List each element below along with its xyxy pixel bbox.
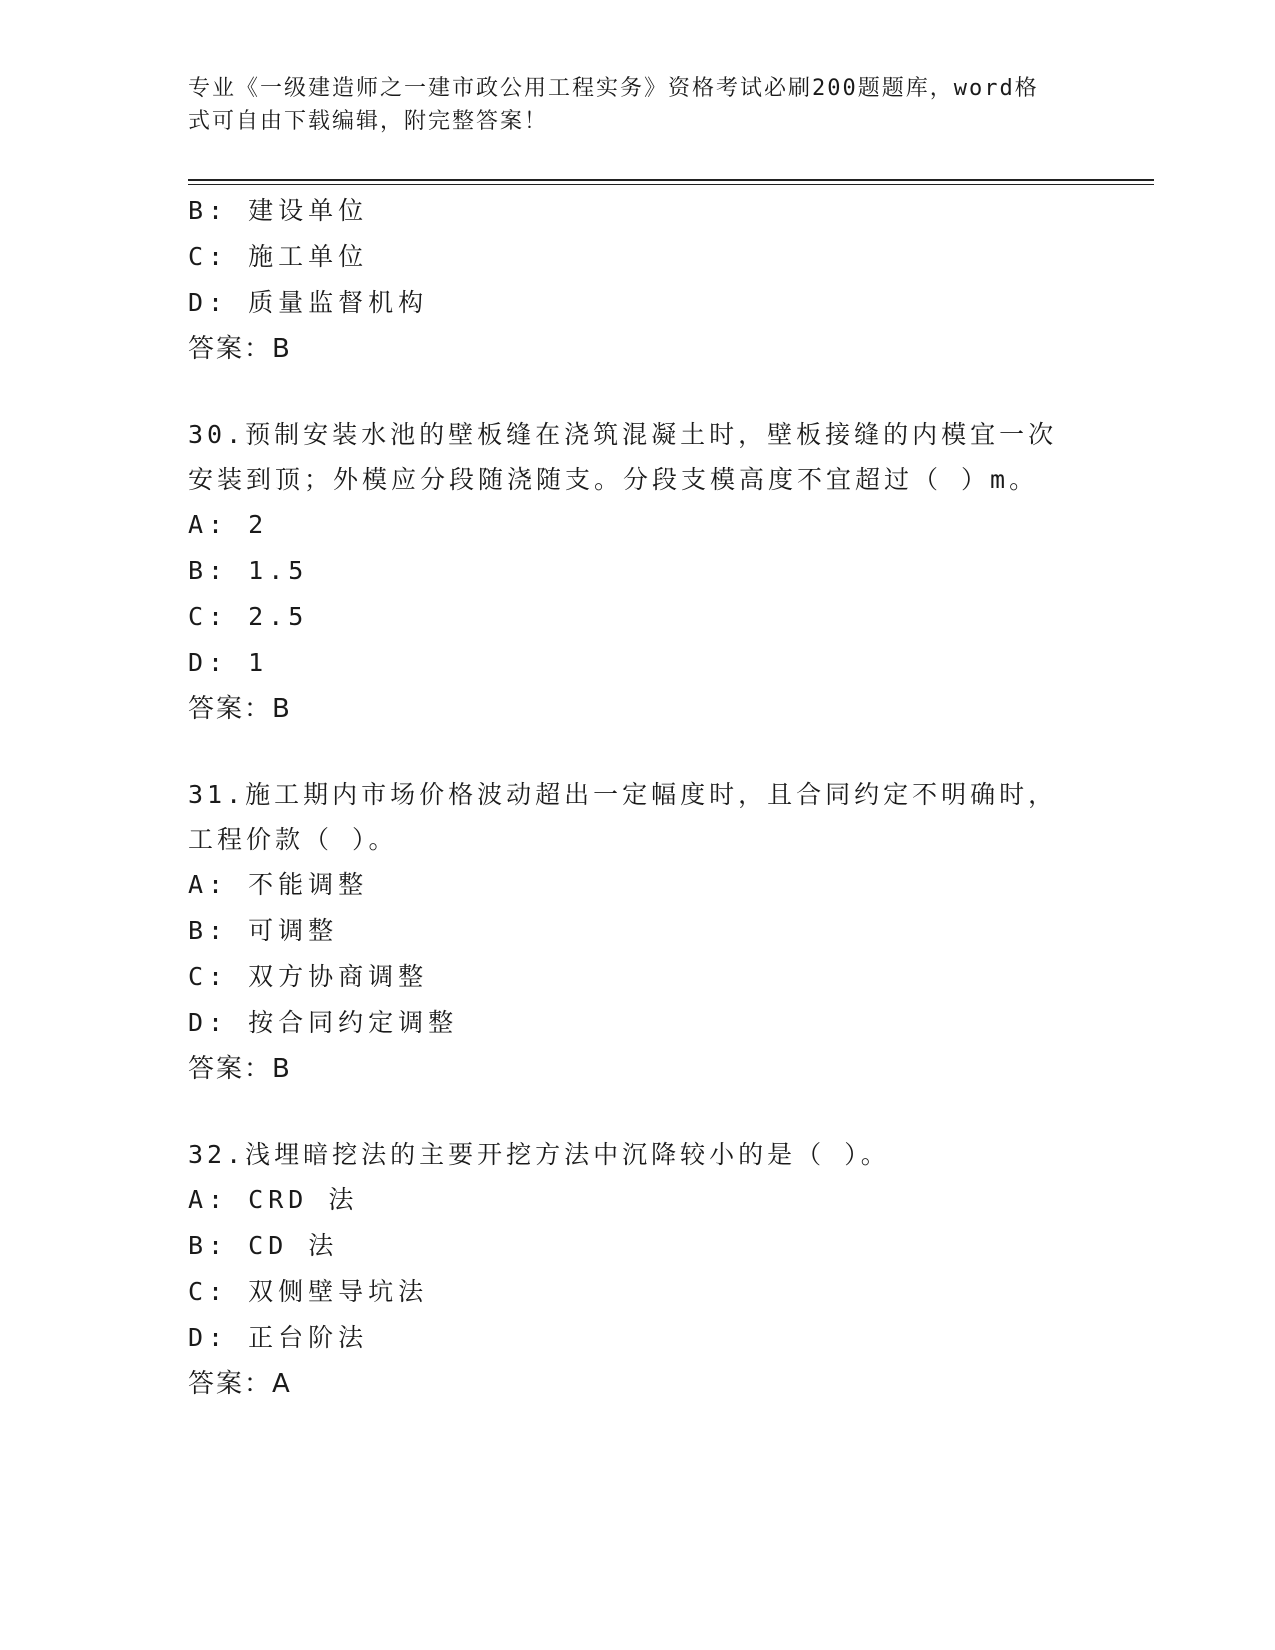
- option-c: C: 2.5: [188, 602, 309, 631]
- question-text: 30.预制安装水池的壁板缝在浇筑混凝土时，壁板接缝的内模宜一次安装到顶；外模应分段随浇随支。分段支模高度不宜超过（ ）m。: [188, 420, 1058, 494]
- option-b: B: CD 法: [188, 1231, 339, 1260]
- question-list: [188, 188, 1088, 1407]
- question-text: 32.浅埋暗挖法的主要开挖方法中沉降较小的是（ ）。: [188, 1140, 890, 1169]
- option-c: C: 施工单位: [188, 242, 369, 271]
- option-c: C: 双方协商调整: [188, 962, 429, 991]
- option-b: B: 建设单位: [188, 196, 369, 225]
- option-a: A: 2: [188, 510, 269, 539]
- answer: 答案：B: [188, 334, 292, 364]
- option-d: D: 正台阶法: [188, 1323, 369, 1352]
- answer: 答案：B: [188, 1054, 292, 1084]
- option-d: D: 质量监督机构: [188, 288, 429, 317]
- option-b: B: 1.5: [188, 556, 309, 585]
- document-header: [188, 72, 1068, 138]
- option-a: A: 不能调整: [188, 870, 369, 899]
- header-divider-thick: [188, 179, 1154, 181]
- question-30: [188, 412, 1088, 732]
- question-text: 31.施工期内市场价格波动超出一定幅度时，且合同约定不明确时，工程价款（ ）。: [188, 780, 1058, 854]
- answer: 答案：A: [188, 1369, 292, 1399]
- header-line-2: 式可自由下载编辑，附完整答案！: [188, 109, 549, 134]
- question-31: [188, 772, 1088, 1092]
- answer: 答案：B: [188, 694, 292, 724]
- question-32: [188, 1132, 1088, 1407]
- header-line-1: 专业《一级建造师之一建市政公用工程实务》资格考试必刷200题题库，word格: [188, 76, 1039, 101]
- option-c: C: 双侧壁导坑法: [188, 1277, 429, 1306]
- header-divider-thin: [188, 184, 1154, 185]
- option-b: B: 可调整: [188, 916, 339, 945]
- option-d: D: 1: [188, 648, 269, 677]
- previous-question-tail: [188, 188, 1088, 372]
- option-a: A: CRD 法: [188, 1185, 359, 1214]
- option-d: D: 按合同约定调整: [188, 1008, 459, 1037]
